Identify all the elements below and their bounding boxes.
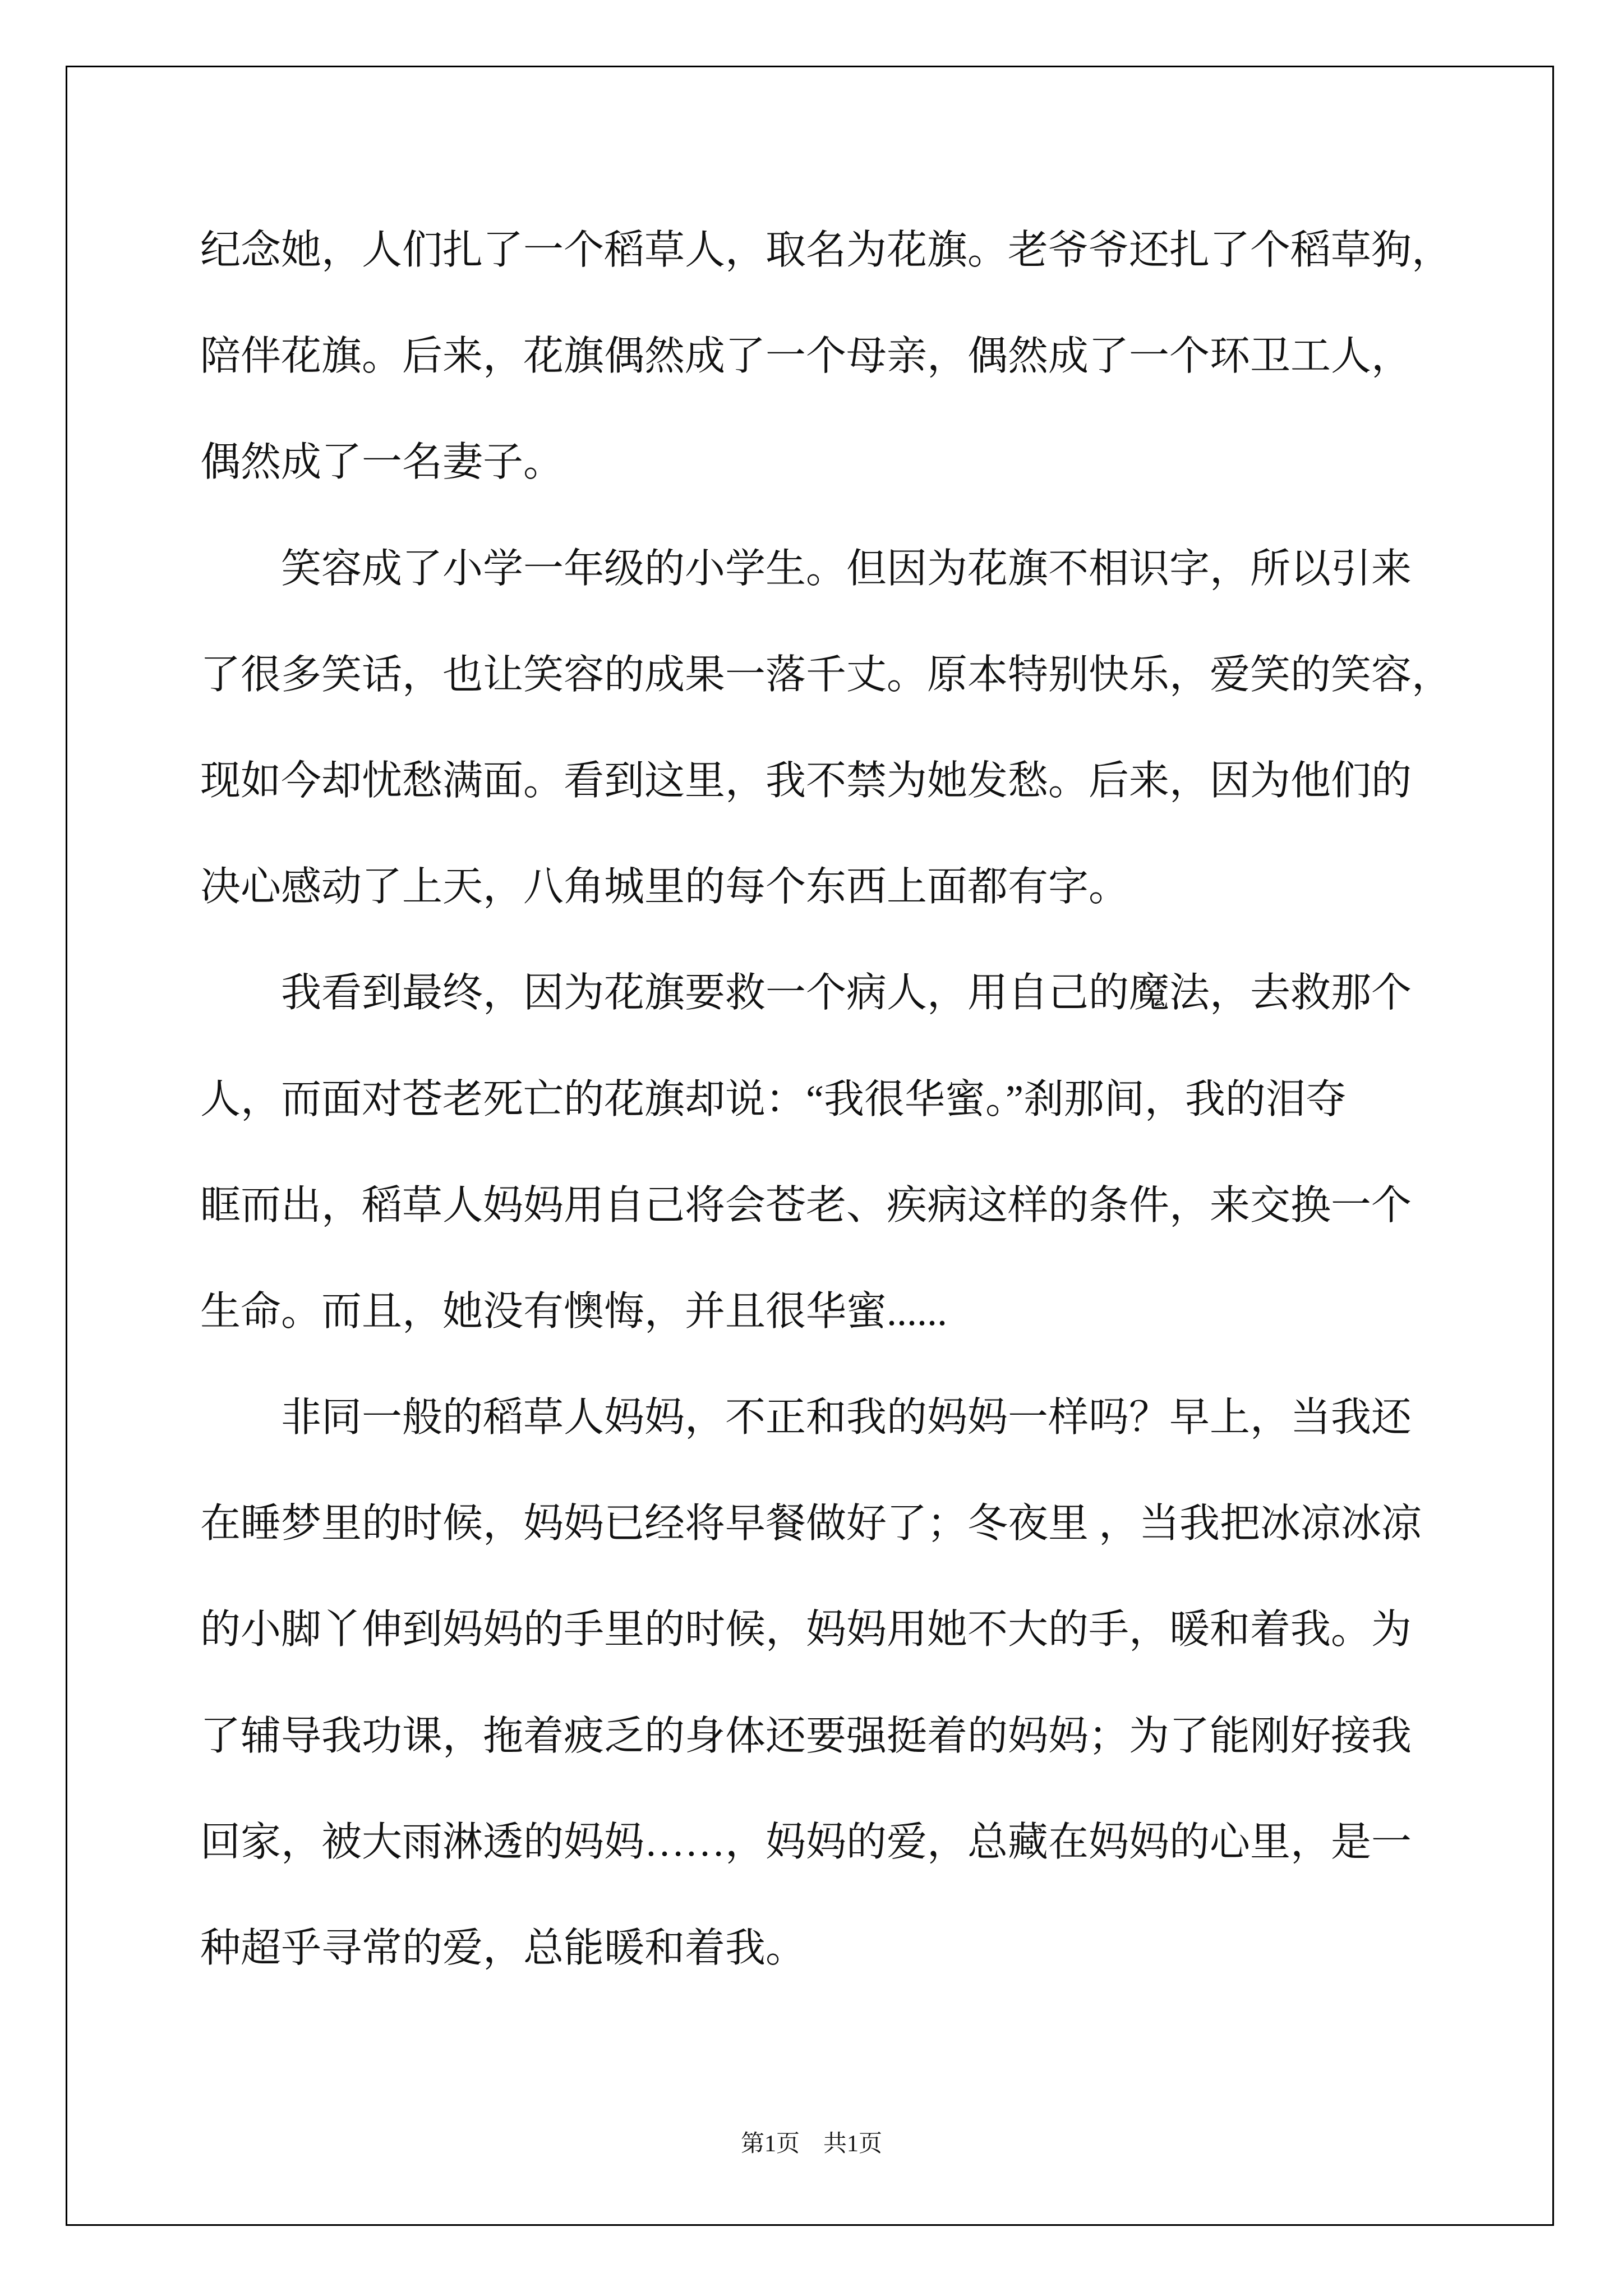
paragraph-line: 陪伴花旗。后来，花旗偶然成了一个母亲，偶然成了一个环卫工人， xyxy=(200,334,1412,379)
paragraph-line: 我看到最终，因为花旗要救一个病人，用自己的魔法，去救那个 xyxy=(281,970,1412,1016)
paragraph-line: 笑容成了小学一年级的小学生。但因为花旗不相识字，所以引来 xyxy=(281,546,1412,591)
paragraph-line: 回家，被大雨淋透的妈妈……，妈妈的爱，总藏在妈妈的心里，是一 xyxy=(200,1819,1412,1865)
page-number-footer: 第1页 共1页 xyxy=(740,2131,882,2157)
paragraph-line: 生命。而且，她没有懊悔，并且很华蜜...... xyxy=(200,1289,948,1334)
paragraph xyxy=(200,516,1501,941)
paragraph-line: 眶而出，稻草人妈妈用自己将会苍老、疾病这样的条件，来交换一个 xyxy=(200,1182,1412,1228)
document-body xyxy=(200,197,1501,2001)
paragraph-line: 决心感动了上天，八角城里的每个东西上面都有字。 xyxy=(200,864,1129,910)
paragraph-line: 种超乎寻常的爱，总能暖和着我。 xyxy=(200,1926,806,1971)
paragraph-line: 了辅导我功课，拖着疲乏的身体还要强挺着的妈妈；为了能刚好接我 xyxy=(200,1713,1412,1759)
paragraph-line: 纪念她，人们扎了一个稻草人，取名为花旗。老爷爷还扎了个稻草狗， xyxy=(200,228,1453,273)
paragraph xyxy=(200,197,1501,516)
paragraph xyxy=(200,1365,1501,2001)
paragraph-line: 在睡梦里的时候，妈妈已经将早餐做好了；冬夜里 ，当我把冰凉冰凉 xyxy=(200,1501,1422,1547)
paragraph-line: 的小脚丫伸到妈妈的手里的时候，妈妈用她不大的手，暖和着我。为 xyxy=(200,1607,1412,1653)
paragraph xyxy=(200,940,1501,1365)
paragraph-line: 现如今却忧愁满面。看到这里，我不禁为她发愁。后来，因为他们的 xyxy=(200,758,1412,803)
paragraph-line: 非同一般的稻草人妈妈，不正和我的妈妈一样吗？早上，当我还 xyxy=(281,1395,1412,1441)
paragraph-line: 偶然成了一名妻子。 xyxy=(200,440,564,485)
paragraph-line: 人，而面对苍老死亡的花旗却说：“我很华蜜。”刹那间，我的泪夺 xyxy=(200,1076,1347,1122)
paragraph-line: 了很多笑话，也让笑容的成果一落千丈。原本特别快乐，爱笑的笑容， xyxy=(200,652,1453,697)
